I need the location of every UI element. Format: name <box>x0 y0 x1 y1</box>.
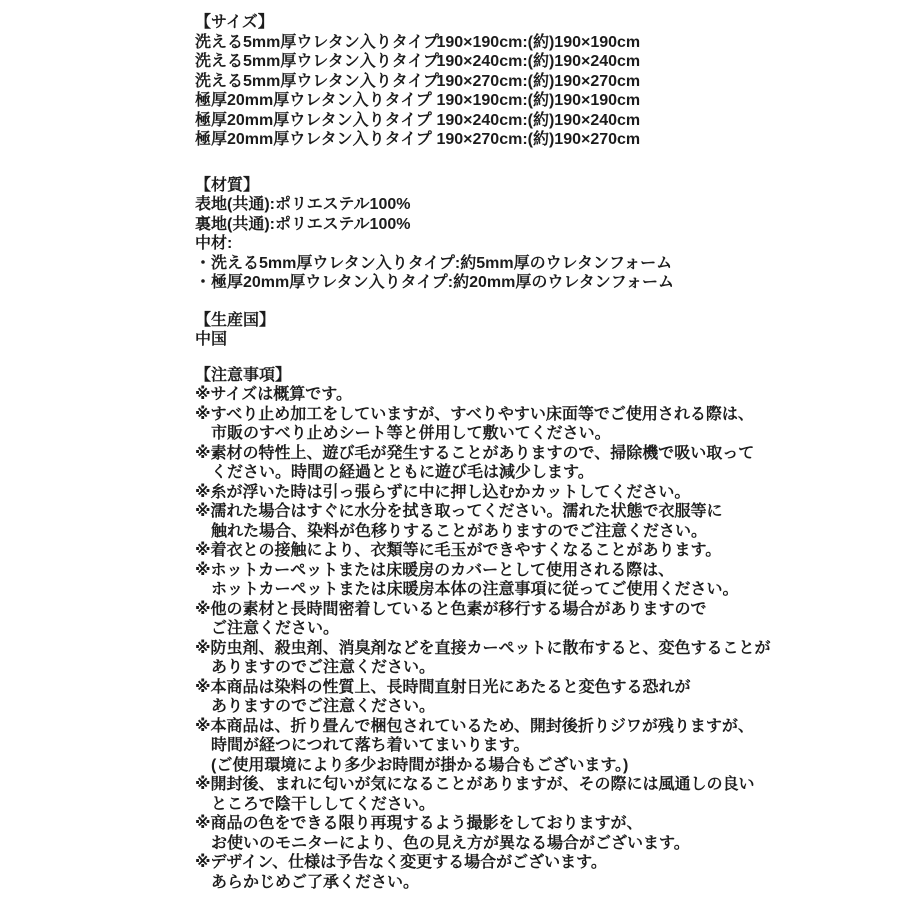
size-section-heading: 【サイズ】 <box>195 14 274 31</box>
note-line: ありますのでご注意ください。 <box>211 659 436 676</box>
material-line: ・洗える5mm厚ウレタン入りタイプ:約5mm厚のウレタンフォーム <box>195 254 673 272</box>
size-row <box>195 72 870 92</box>
size-row-dimensions: 190×270cm:(約)190×270cm <box>436 72 641 90</box>
note-line: ※防虫剤、殺虫剤、消臭剤などを直接カーペットに散布すると、変色することが <box>195 639 771 657</box>
note-line: お使いのモニターにより、色の見え方が異なる場合がございます。 <box>211 834 690 852</box>
note-line: ※素材の特性上、遊び毛が発生することがありますので、掃除機で吸い取って <box>195 444 755 462</box>
note-line: ください。時間の経過とともに遊び毛は減少します。 <box>211 464 594 481</box>
country-section-heading: 【生産国】 <box>195 311 276 329</box>
size-row-dimensions: 190×190cm:(約)190×190cm <box>436 33 641 51</box>
material-line: 表地(共通):ポリエステル100% <box>195 196 411 213</box>
size-row <box>195 111 870 131</box>
note-line: ※サイズは概算です。 <box>195 386 352 403</box>
country-line: 中国 <box>195 331 228 348</box>
material-section <box>195 176 870 293</box>
note-line: 時間が経つにつれて落ち着いてまいります。 <box>211 737 530 754</box>
size-row-dimensions: 190×190cm:(約)190×190cm <box>436 92 641 109</box>
size-row-dimensions: 190×240cm:(約)190×240cm <box>436 53 641 70</box>
note-line: ところで陰干ししてください。 <box>211 795 435 813</box>
note-line: ※本商品は、折り畳んで梱包されているため、開封後折りジワが残りますが、 <box>195 717 754 735</box>
country-section <box>195 311 870 350</box>
size-row <box>195 91 870 111</box>
size-row-dimensions: 190×240cm:(約)190×240cm <box>436 111 641 129</box>
size-row-type: 洗える5mm厚ウレタン入りタイプ <box>195 53 439 70</box>
note-line: ※着衣との接触により、衣類等に毛玉ができやすくなることがあります。 <box>195 542 722 559</box>
note-line: ありますのでご注意ください。 <box>211 698 436 715</box>
note-line: 市販のすべり止めシート等と併用して敷いてください。 <box>211 425 611 442</box>
note-line: あらかじめご了承ください。 <box>211 873 420 891</box>
size-row-type: 極厚20mm厚ウレタン入りタイプ <box>195 131 432 148</box>
size-row-type: 極厚20mm厚ウレタン入りタイプ <box>195 92 432 109</box>
size-row-type: 洗える5mm厚ウレタン入りタイプ <box>195 72 439 90</box>
size-row-type: 洗える5mm厚ウレタン入りタイプ <box>195 33 439 51</box>
note-line: ※本商品は染料の性質上、長時間直射日光にあたると変色する恐れが <box>195 678 691 696</box>
notes-section-heading: 【注意事項】 <box>195 366 292 384</box>
material-line: 裏地(共通):ポリエステル100% <box>195 215 411 233</box>
note-line: ※すべり止め加工をしていますが、すべりやすい床面等でご使用される際は、 <box>195 405 754 423</box>
note-line: ※濡れた場合はすぐに水分を拭き取ってください。濡れた状態で衣服等に <box>195 503 723 520</box>
size-row-type: 極厚20mm厚ウレタン入りタイプ <box>195 111 432 129</box>
size-row <box>195 130 870 150</box>
notes-section <box>195 366 870 893</box>
size-section <box>195 13 870 150</box>
note-line: ご注意ください。 <box>211 620 340 637</box>
note-line: ※開封後、まれに匂いが気になることがありますが、その際には風通しの良い <box>195 776 755 793</box>
material-section-heading: 【材質】 <box>195 176 260 194</box>
material-line: ・極厚20mm厚ウレタン入りタイプ:約20mm厚のウレタンフォーム <box>195 274 674 291</box>
note-line: 触れた場合、染料が色移りすることがありますのでご注意ください。 <box>211 522 708 540</box>
size-row <box>195 33 870 53</box>
note-line: ※ホットカーペットまたは床暖房のカバーとして使用される際は、 <box>195 561 675 579</box>
note-line: ※商品の色をできる限り再現するよう撮影をしておりますが、 <box>195 815 643 832</box>
size-row-dimensions: 190×270cm:(約)190×270cm <box>436 131 641 148</box>
material-line: 中材: <box>195 235 233 252</box>
note-line: ※糸が浮いた時は引っ張らずに中に押し込むかカットしてください。 <box>195 483 691 501</box>
note-line: ホットカーペットまたは床暖房本体の注意事項に従ってご使用ください。 <box>211 581 739 598</box>
note-line: (ご使用環境により多少お時間が掛かる場合もございます。) <box>211 756 629 774</box>
note-line: ※他の素材と長時間密着していると色素が移行する場合がありますので <box>195 600 707 618</box>
note-line: ※デザイン、仕様は予告なく変更する場合がございます。 <box>195 854 607 871</box>
size-row <box>195 52 870 72</box>
